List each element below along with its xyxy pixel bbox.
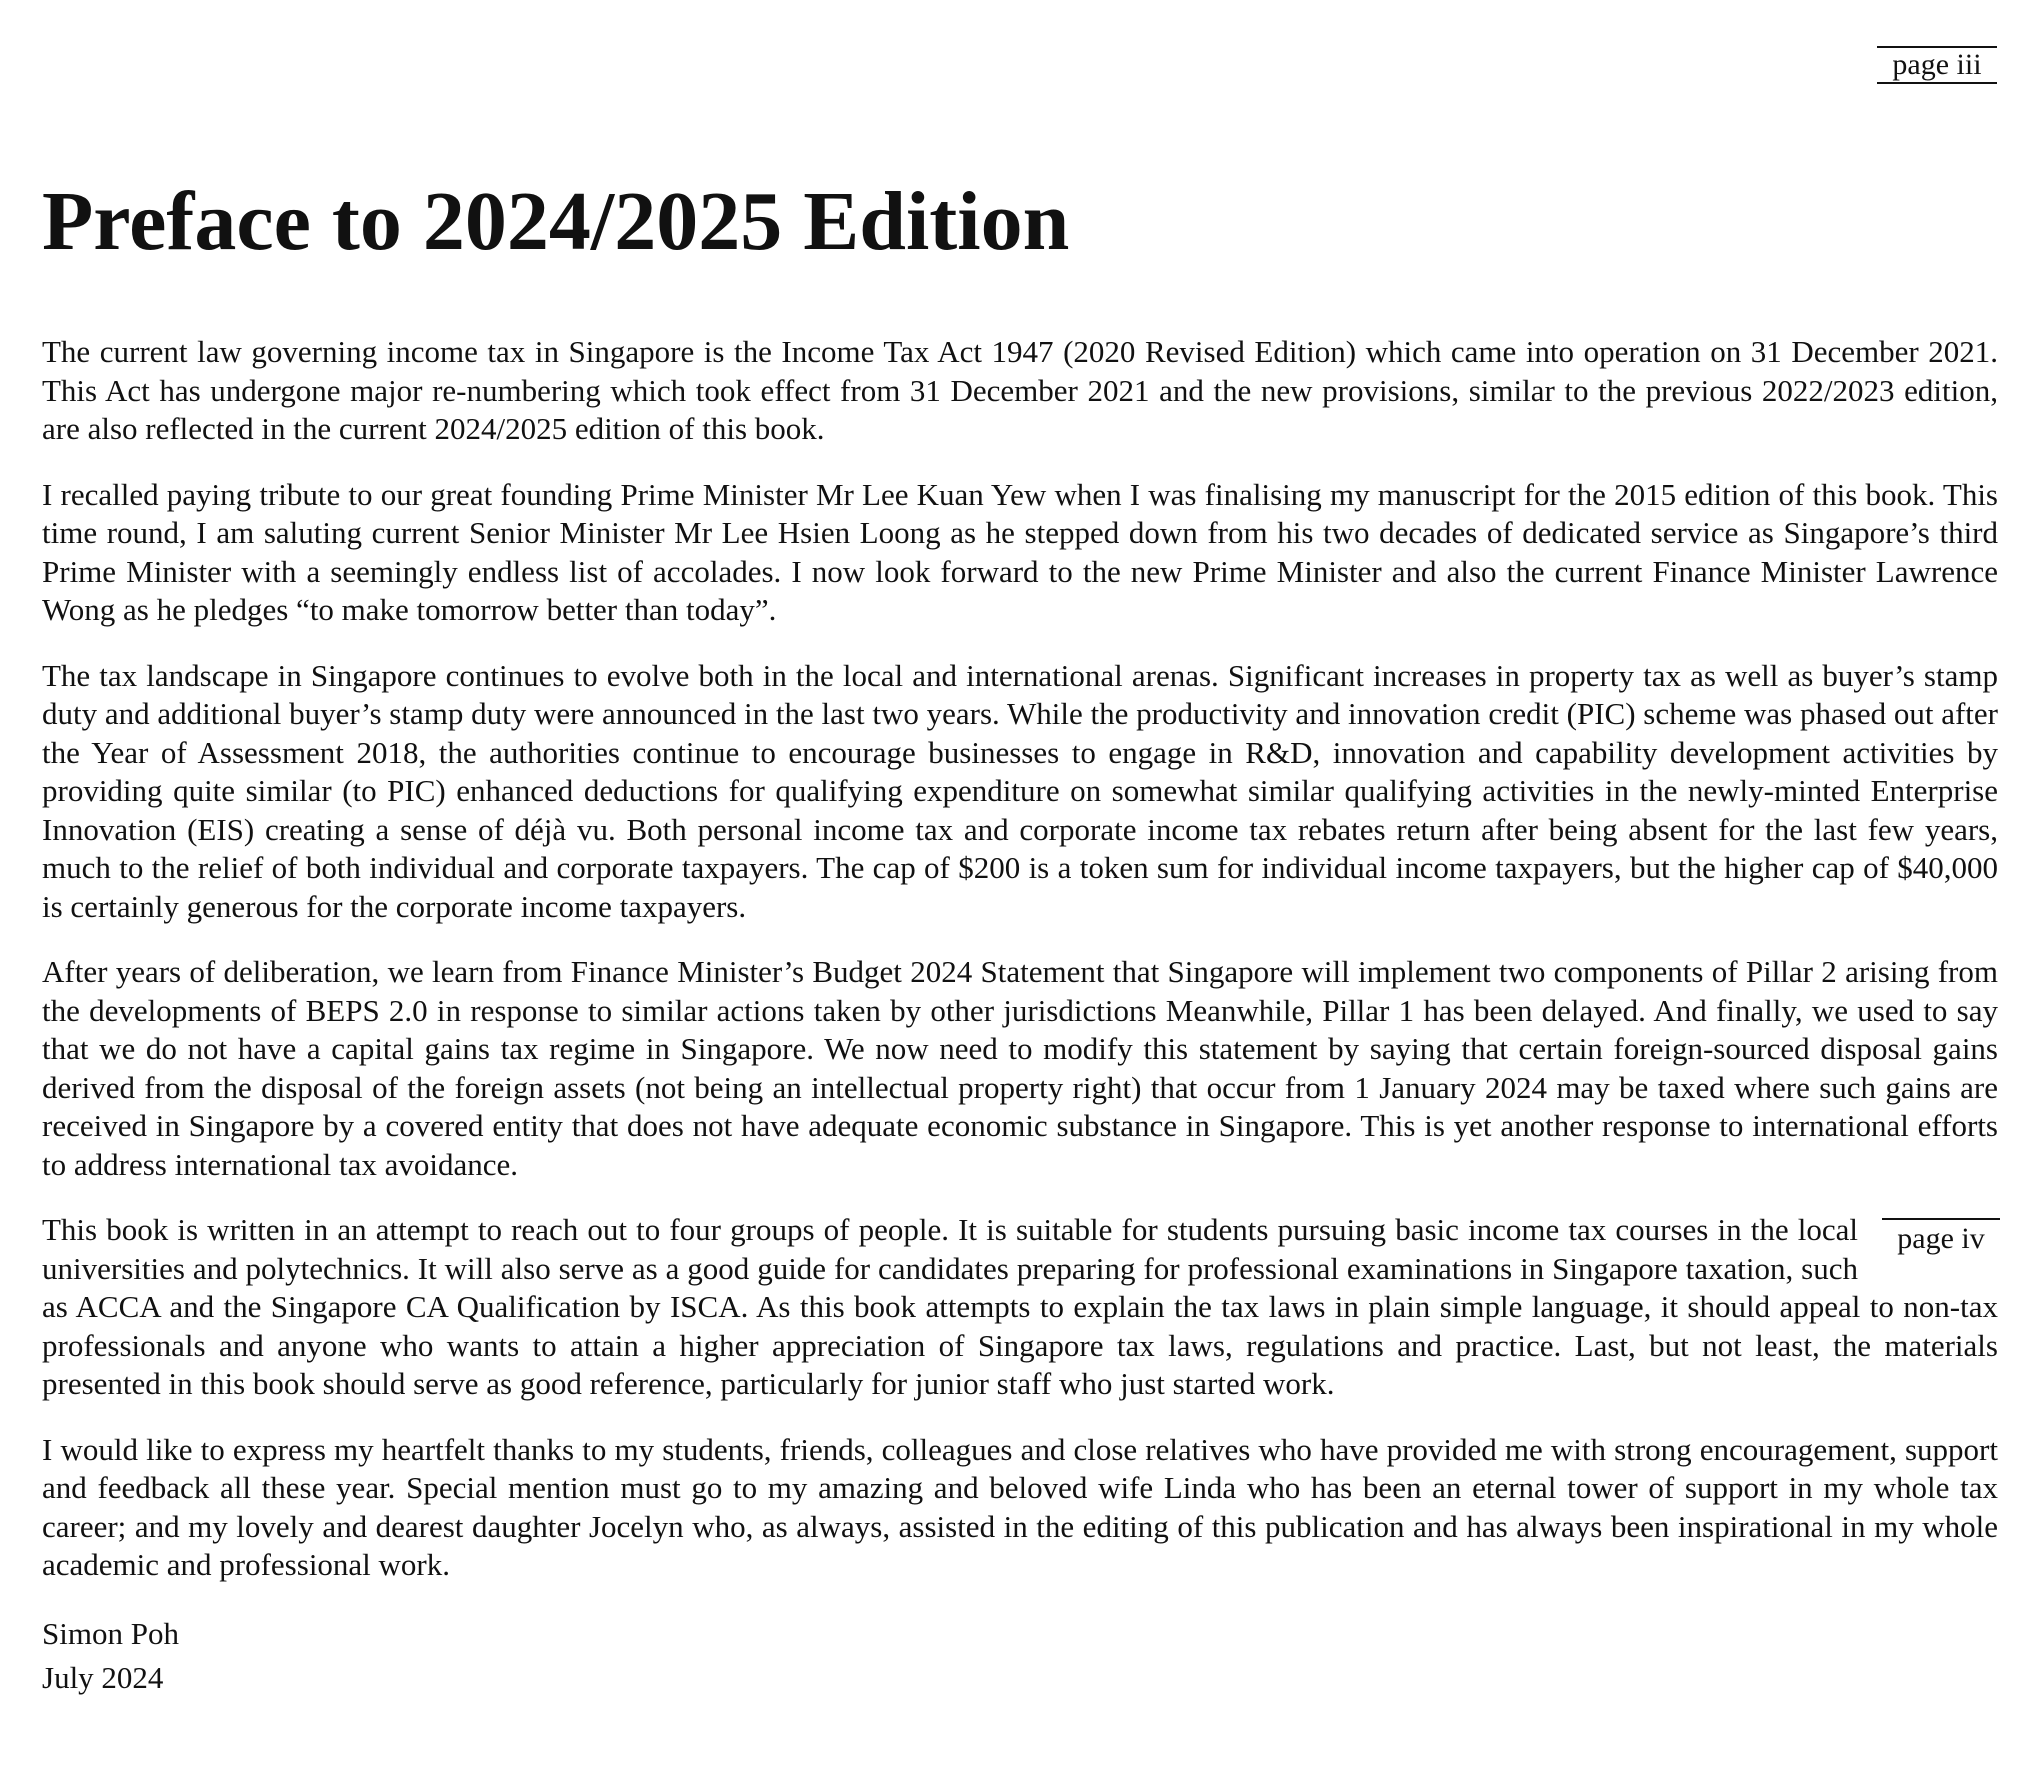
paragraph-6: I would like to express my heartfelt thanks to my students, friends, colleagues and close relatives who have provided me with strong encouragement, support and feedback all these year. Special mention must go to my amazing and beloved wife Linda who has been an eternal tower of support in my whole tax career; and my lovely and dearest daughter Jocelyn who, as always, assisted in the editing of this publication and has always been inspirational in my whole academic and professional work. xyxy=(42,1431,1998,1582)
paragraph-2: I recalled paying tribute to our great founding Prime Minister Mr Lee Kuan Yew when I was finalising my manuscript for the 2015 edition of this book. This time round, I am saluting current Senior Minister Mr Lee Hsien Loong as he stepped down from his two decades of dedicated service as Singapore’s third Prime Minister with a seemingly endless list of accolades. I now look forward to the new Prime Minister and also the current Finance Minister Lawrence Wong as he pledges “to make tomorrow better than today”. xyxy=(42,476,1998,627)
paragraph-5: This book is written in an attempt to reach out to four groups of people. It is suitable for students pursuing basic income tax courses in the local universities and polytechnics. It will also serve as a good guide for candidates preparing for professional examinations in Singapore taxation, such as ACCA and the Singapore CA Qualification by ISCA. As this book attempts to explain the tax laws in plain simple language, it should appeal to non-tax professionals and anyone who wants to attain a higher appreciation of Singapore tax laws, regulations and practice. Last, but not least, the materials presented in this book should serve as good reference, particularly for junior staff who just started work. xyxy=(42,1212,1998,1401)
page-number-marker-inline: page iv xyxy=(1882,1218,2000,1256)
paragraph-1: The current law governing income tax in Singapore is the Income Tax Act 1947 (2020 Revised Edition) which came into operation on 31 December 2021. This Act has undergone major re-numbering which took effect from 31 December 2021 and the new provisions, similar to the previous 2022/2023 edition, are also reflected in the current 2024/2025 edition of this book. xyxy=(42,334,1998,446)
page-number-marker-top: page iii xyxy=(1877,46,1997,84)
paragraph-4: After years of deliberation, we learn from Finance Minister’s Budget 2024 Statement that Singapore will implement two components of Pillar 2 arising from the developments of BEPS 2.0 in response to similar actions taken by other jurisdictions Meanwhile, Pillar 1 has been delayed. And finally, we used to say that we do not have a capital gains tax regime in Singapore. We now need to modify this statement by saying that certain foreign-sourced disposal gains derived from the disposal of the foreign assets (not being an intellectual property right) that occur from 1 January 2024 may be taxed where such gains are received in Singapore by a covered entity that does not have adequate economic substance in Singapore. This is yet another response to international efforts to address international tax avoidance. xyxy=(42,954,1998,1182)
page-title: Preface to 2024/2025 Edition xyxy=(42,175,1070,268)
author-name: Simon Poh xyxy=(42,1615,179,1651)
paragraph-5-wrapper xyxy=(42,1211,1998,1404)
paragraph-3: The tax landscape in Singapore continues to evolve both in the local and international arenas. Significant increases in property tax as well as buyer’s stamp duty and additional buyer’s stamp duty were announced in the last two years. While the productivity and innovation credit (PIC) scheme was phased out after the Year of Assessment 2018, the authorities continue to encourage businesses to engage in R&D, innovation and capability development activities by providing quite similar (to PIC) enhanced deductions for qualifying expenditure on somewhat similar qualifying activities in the newly-minted Enterprise Innovation (EIS) creating a sense of déjà vu. Both personal income tax and corporate income tax rebates return after being absent for the last few years, much to the relief of both individual and corporate taxpayers. The cap of $200 is a token sum for individual income taxpayers, but the higher cap of $40,000 is certainly generous for the corporate income taxpayers. xyxy=(42,657,1998,924)
preface-body xyxy=(42,333,1998,1700)
signature-date: July 2024 xyxy=(42,1659,164,1695)
